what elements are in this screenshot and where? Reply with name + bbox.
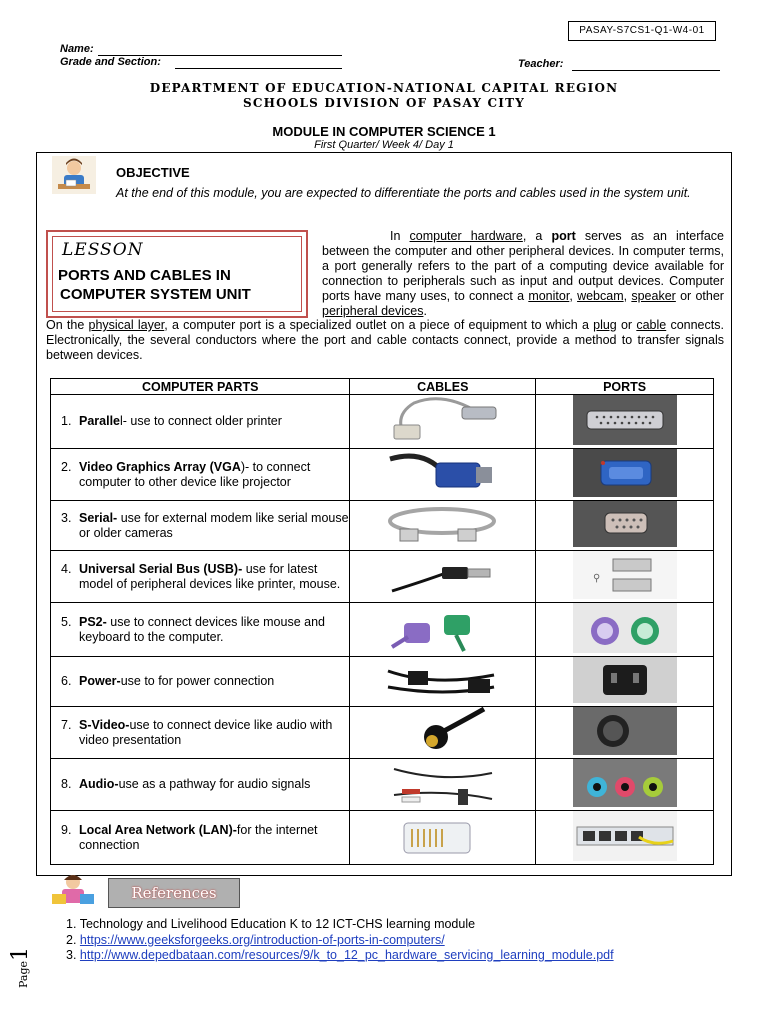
cable-lan-image	[350, 811, 536, 865]
table-row	[51, 603, 714, 657]
link-webcam[interactable]: webcam	[577, 289, 624, 303]
link-peripheral-devices[interactable]: peripheral devices	[322, 304, 424, 318]
table-header-row	[51, 379, 714, 395]
teacher-line[interactable]	[572, 70, 720, 71]
module-subtitle: First Quarter/ Week 4/ Day 1	[314, 139, 454, 151]
lan-port-icon	[573, 811, 677, 861]
parallel-port-icon	[573, 395, 677, 445]
objective-text: At the end of this module, you are expected to differentiate the ports and cables used in the system unit.	[116, 186, 691, 200]
cable-serial-image	[350, 501, 536, 551]
header-cables: CABLES	[350, 379, 536, 395]
part-serial: 3. Serial- use for external modem like serial mouse or older cameras	[51, 501, 350, 551]
link-plug[interactable]: plug	[593, 318, 617, 332]
part-usb: 4. Universal Serial Bus (USB)- use for latest model of peripheral devices like printer, mouse.	[51, 551, 350, 603]
audio-port-icon	[573, 759, 677, 807]
vga-cable-icon	[384, 449, 502, 497]
table-row	[51, 707, 714, 759]
cable-svideo-image	[350, 707, 536, 759]
usb-port-icon	[573, 551, 677, 599]
dept-line-1: DEPARTMENT OF EDUCATION-NATIONAL CAPITAL REGION	[149, 81, 619, 95]
port-vga-image	[536, 449, 714, 501]
document-code: PASAY-S7CS1-Q1-W4-01	[568, 21, 716, 41]
cable-ps2-image	[350, 603, 536, 657]
serial-port-icon	[573, 501, 677, 547]
lan-cable-icon	[384, 811, 502, 861]
lesson-title: PORTS AND CABLES IN COMPUTER SYSTEM UNIT	[58, 267, 251, 303]
header-ports: PORTS	[536, 379, 714, 395]
link-cable[interactable]: cable	[636, 318, 667, 332]
port-ps2-image	[536, 603, 714, 657]
reference-item: 2. https://www.geeksforgeeks.org/introduction-of-ports-in-computers/	[66, 932, 445, 947]
page-number: Page1	[8, 946, 33, 988]
port-lan-image	[536, 811, 714, 865]
cable-power-image	[350, 657, 536, 707]
part-vga: 2. Video Graphics Array (VGA)- to connect computer to other device like projector	[51, 449, 350, 501]
cable-parallel-image	[350, 395, 536, 449]
svg-text:⚲: ⚲	[592, 573, 600, 584]
grade-label: Grade and Section:	[60, 56, 161, 68]
link-physical-layer[interactable]: physical layer	[88, 318, 165, 332]
link-monitor[interactable]: monitor	[528, 289, 570, 303]
usb-cable-icon	[384, 551, 502, 599]
cable-audio-image	[350, 759, 536, 811]
objective-title: OBJECTIVE	[116, 165, 190, 180]
ps2-cable-icon	[384, 603, 502, 653]
table-row	[51, 811, 714, 865]
intro-paragraph-2: On the physical layer, a computer port is a specialized outlet on a piece of equipment to which a plug or cable connects. Electronically, the several conductors where the port and cable contacts connect, provide a method to transfer signals between devices.	[46, 318, 724, 362]
reference-link-geeksforgeeks[interactable]: https://www.geeksforgeeks.org/introduction-of-ports-in-computers/	[79, 932, 445, 947]
student-reading-icon	[48, 870, 98, 910]
reference-link-depedbataan[interactable]: http://www.depedbataan.com/resources/9/k_to_12_pc_hardware_servicing_learning_module.pdf	[79, 948, 614, 962]
teacher-icon	[52, 156, 96, 194]
port-parallel-image	[536, 395, 714, 449]
reference-item: 1. Technology and Livelihood Education K to 12 ICT-CHS learning module	[66, 917, 476, 931]
port-serial-image	[536, 501, 714, 551]
header-computer-parts: COMPUTER PARTS	[51, 379, 350, 395]
references-list	[66, 917, 614, 964]
teacher-label: Teacher:	[518, 58, 564, 70]
table-row	[51, 551, 714, 603]
part-parallel: 1. Parallel- use to connect older printer	[51, 395, 350, 449]
part-ps2: 5. PS2- use to connect devices like mouse and keyboard to the computer.	[51, 603, 350, 657]
table-row	[51, 759, 714, 811]
part-svideo: 7. S-Video-use to connect device like audio with video presentation	[51, 707, 350, 759]
svideo-cable-icon	[384, 707, 502, 755]
port-svideo-image	[536, 707, 714, 759]
dept-line-2: SCHOOLS DIVISION OF PASAY CITY	[243, 96, 525, 110]
part-audio: 8. Audio-use as a pathway for audio signals	[51, 759, 350, 811]
grade-line[interactable]	[175, 68, 342, 69]
ports-cables-table	[50, 378, 714, 865]
vga-port-icon	[573, 449, 677, 497]
parallel-cable-icon	[384, 395, 502, 445]
part-power: 6. Power-use to for power connection	[51, 657, 350, 707]
table-row	[51, 501, 714, 551]
table-row	[51, 449, 714, 501]
module-title: MODULE IN COMPUTER SCIENCE 1	[272, 124, 496, 139]
serial-cable-icon	[384, 501, 502, 547]
intro-paragraph-1: In computer hardware, a port serves as an interface between the computer and other peripheral devices. In computer terms, a port generally refers to the part of a computing device available for connection to peripherals such as input and output devices. Computer ports have many uses, to connect a monitor, webcam, speaker or other peripheral devices.	[322, 229, 724, 318]
table-row	[51, 657, 714, 707]
link-computer-hardware[interactable]: computer hardware	[409, 229, 523, 243]
part-lan: 9. Local Area Network (LAN)-for the internet connection	[51, 811, 350, 865]
cable-usb-image	[350, 551, 536, 603]
reference-item: 3. http://www.depedbataan.com/resources/9/k_to_12_pc_hardware_servicing_learning_module.pdf	[66, 948, 614, 962]
port-audio-image	[536, 759, 714, 811]
port-usb-image	[536, 551, 714, 603]
svideo-port-icon	[573, 707, 677, 755]
cable-vga-image	[350, 449, 536, 501]
ps2-port-icon	[573, 603, 677, 653]
name-label: Name:	[60, 43, 94, 55]
power-cable-icon	[384, 657, 502, 703]
power-port-icon	[573, 657, 677, 703]
audio-cable-icon	[384, 759, 502, 807]
table-row	[51, 395, 714, 449]
link-speaker[interactable]: speaker	[631, 289, 676, 303]
lesson-word: LESSON	[62, 240, 144, 260]
port-power-image	[536, 657, 714, 707]
references-title: References	[108, 878, 240, 908]
